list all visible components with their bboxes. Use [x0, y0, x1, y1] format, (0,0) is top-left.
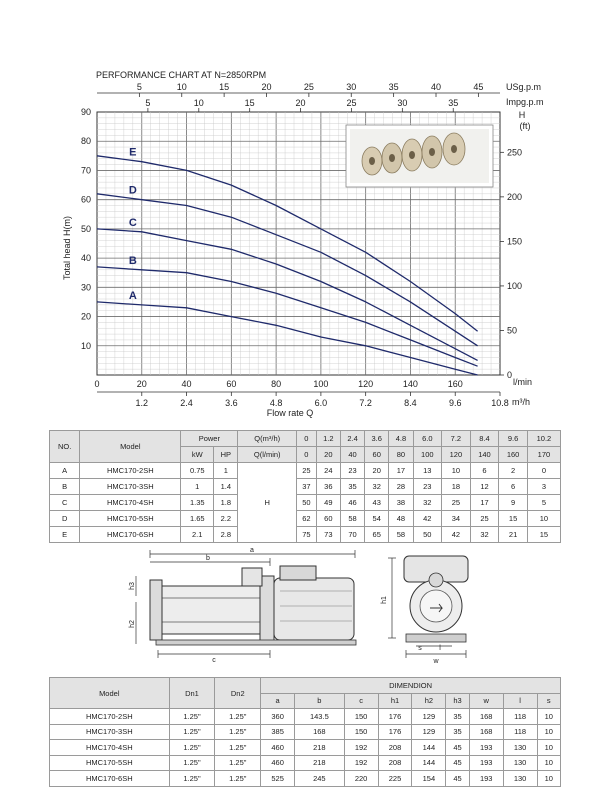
- impeller-disc-3: [402, 139, 422, 171]
- dim-col: a: [261, 693, 295, 709]
- q-lmin-2: 40: [340, 447, 364, 463]
- y-tick-label: 70: [80, 165, 91, 176]
- dim-value: 118: [503, 709, 537, 725]
- m3h-tick-label: 3.6: [225, 398, 238, 408]
- m3h-tick-label: 8.4: [404, 398, 417, 408]
- h-value: 60: [316, 511, 340, 527]
- usg-tick-label: 35: [388, 82, 399, 92]
- q-lmin-3: 60: [365, 447, 389, 463]
- h-value: 43: [365, 495, 389, 511]
- h-value: 48: [389, 511, 413, 527]
- q-lmin-9: 170: [527, 447, 560, 463]
- row-model: HMC170-3SH: [80, 479, 181, 495]
- h-value: 62: [296, 511, 316, 527]
- dim-dn2: 1.25": [215, 740, 261, 756]
- h-value: 32: [470, 527, 499, 543]
- dim-label-c: c: [212, 657, 216, 664]
- impg-tick-label: 20: [295, 98, 306, 108]
- table-row: [50, 511, 561, 527]
- dim-col: l: [503, 693, 537, 709]
- row-hp: 1.8: [214, 495, 238, 511]
- motor-body: [274, 566, 354, 640]
- q-m3h-5: 6.0: [413, 431, 442, 447]
- dim-label-h3: h3: [129, 582, 136, 590]
- x-tick-label: 0: [94, 379, 100, 389]
- h-value: 37: [296, 479, 316, 495]
- dim-value: 192: [344, 755, 378, 771]
- h-value: 20: [365, 463, 389, 479]
- row-hp: 2.2: [214, 511, 238, 527]
- q-m3h-7: 8.4: [470, 431, 499, 447]
- usg-tick-label: 45: [473, 82, 484, 92]
- front-base: [406, 634, 466, 642]
- row-model: HMC170-6SH: [80, 527, 181, 543]
- pump-casing-front: [404, 556, 468, 632]
- dim-model: HMC170-6SH: [50, 771, 170, 787]
- h-value: 13: [413, 463, 442, 479]
- h-value: 23: [413, 479, 442, 495]
- h-value: 54: [365, 511, 389, 527]
- dim-value: 168: [469, 709, 503, 725]
- dim-dn1: 1.25": [169, 755, 215, 771]
- dim-value: 168: [295, 724, 345, 740]
- impg-tick-label: 30: [397, 98, 408, 108]
- table-row: [50, 724, 561, 740]
- col-power: Power: [181, 431, 238, 447]
- performance-table: [49, 430, 561, 543]
- y-tick-label: 90: [80, 107, 91, 117]
- table-row: [50, 771, 561, 787]
- row-hp: 1.4: [214, 479, 238, 495]
- dim-value: 193: [469, 755, 503, 771]
- curve-label-e: E: [129, 146, 137, 159]
- h-value: 46: [340, 495, 364, 511]
- y-axis-left: [81, 107, 91, 351]
- h-value: 42: [442, 527, 471, 543]
- impg-tick-label: 35: [448, 98, 459, 108]
- x-axis-lmin: [94, 379, 462, 389]
- dim-model: HMC170-3SH: [50, 724, 170, 740]
- dim-label-w: w: [433, 658, 439, 665]
- table-row: [50, 527, 561, 543]
- q-m3h-9: 10.2: [527, 431, 560, 447]
- dim-dn1: 1.25": [169, 709, 215, 725]
- h-value: 36: [316, 479, 340, 495]
- q-lmin-4: 80: [389, 447, 413, 463]
- right-axis-unit: (ft): [519, 121, 531, 131]
- base-plate: [156, 640, 356, 645]
- dim-col: s: [537, 693, 560, 709]
- dim-value: 45: [446, 740, 469, 756]
- h-value: 25: [442, 495, 471, 511]
- col-q-lmin: Q(l/min): [238, 447, 297, 463]
- dim-value: 129: [412, 709, 446, 725]
- q-m3h-2: 2.4: [340, 431, 364, 447]
- impg-tick-label: 25: [346, 98, 357, 108]
- dim-col-dimension: DIMENDION: [261, 678, 561, 694]
- m3h-tick-label: 6.0: [314, 398, 328, 408]
- m3h-tick-label: 2.4: [180, 398, 193, 408]
- x-tick-label: 40: [181, 379, 192, 389]
- x-axis-m3h: [97, 392, 509, 408]
- row-model: HMC170-2SH: [80, 463, 181, 479]
- dim-dn1: 1.25": [169, 724, 215, 740]
- h-value: 42: [413, 511, 442, 527]
- impeller-disc-2: [382, 143, 402, 173]
- h-value: 28: [389, 479, 413, 495]
- row-hp: 2.8: [214, 527, 238, 543]
- dim-dn2: 1.25": [215, 771, 261, 787]
- q-lmin-7: 140: [470, 447, 499, 463]
- impeller-disc-5: [443, 133, 465, 165]
- row-kw: 0.75: [181, 463, 214, 479]
- dim-dn2: 1.25": [215, 709, 261, 725]
- curve-label-c: C: [128, 216, 137, 229]
- pump-side-view: [130, 546, 370, 664]
- dim-value: 129: [412, 724, 446, 740]
- dim-col: h3: [446, 693, 469, 709]
- h-value: 65: [365, 527, 389, 543]
- y-tick-label: 60: [80, 194, 91, 205]
- dim-value: 176: [378, 724, 412, 740]
- dim-col-dn1: Dn1: [169, 678, 215, 709]
- col-kw: kW: [181, 447, 214, 463]
- q-lmin-5: 100: [413, 447, 442, 463]
- dim-col-model: Model: [50, 678, 170, 709]
- dim-value: 10: [537, 740, 560, 756]
- h-value: 0: [527, 463, 560, 479]
- y-axis-right: [500, 147, 522, 380]
- q-lmin-1: 20: [316, 447, 340, 463]
- h-label: H: [238, 463, 297, 543]
- q-m3h-8: 9.6: [499, 431, 528, 447]
- table-row: [50, 740, 561, 756]
- curve-label-a: A: [128, 289, 137, 302]
- row-kw: 1.35: [181, 495, 214, 511]
- x-tick-label: 160: [447, 379, 463, 389]
- dim-value: 154: [412, 771, 446, 787]
- dim-value: 218: [295, 740, 345, 756]
- row-kw: 1: [181, 479, 214, 495]
- impg-tick-label: 15: [244, 98, 255, 108]
- dim-value: 10: [537, 771, 560, 787]
- h-value: 25: [296, 463, 316, 479]
- dim-value: 218: [295, 755, 345, 771]
- dim-model: HMC170-2SH: [50, 709, 170, 725]
- h-value: 17: [470, 495, 499, 511]
- h-value: 32: [365, 479, 389, 495]
- usg-tick-label: 25: [303, 82, 314, 92]
- dim-label-h1: h1: [381, 596, 388, 604]
- right-tick-label: 150: [507, 236, 523, 247]
- col-hp: HP: [214, 447, 238, 463]
- dim-dn1: 1.25": [169, 740, 215, 756]
- dim-value: 150: [344, 709, 378, 725]
- x-unit-lmin: l/min: [513, 377, 533, 387]
- x-tick-label: 60: [226, 379, 237, 389]
- curve-label-b: B: [128, 254, 137, 267]
- h-value: 35: [340, 479, 364, 495]
- row-no: C: [50, 495, 80, 511]
- usg-tick-label: 5: [136, 82, 142, 92]
- q-m3h-6: 7.2: [442, 431, 471, 447]
- m3h-tick-label: 1.2: [135, 398, 149, 408]
- dim-value: 208: [378, 755, 412, 771]
- pump-body: [150, 568, 274, 642]
- h-value: 32: [413, 495, 442, 511]
- row-model: HMC170-4SH: [80, 495, 181, 511]
- dim-col: h1: [378, 693, 412, 709]
- dim-value: 385: [261, 724, 295, 740]
- usg-tick-label: 10: [176, 82, 187, 92]
- h-value: 21: [499, 527, 528, 543]
- dim-col: w: [469, 693, 503, 709]
- m3h-tick-label: 7.2: [359, 398, 372, 408]
- h-value: 2: [499, 463, 528, 479]
- col-model: Model: [80, 431, 181, 463]
- h-value: 18: [442, 479, 471, 495]
- m3h-tick-label: 4.8: [269, 398, 283, 408]
- right-tick-label: 250: [507, 147, 523, 158]
- dimension-table: [49, 677, 561, 787]
- y-tick-label: 20: [80, 311, 91, 322]
- usg-tick-label: 40: [430, 82, 442, 92]
- q-m3h-3: 3.6: [365, 431, 389, 447]
- chart-title: PERFORMANCE CHART AT N=2850RPM: [96, 70, 267, 80]
- dim-col: b: [295, 693, 345, 709]
- impg-tick-label: 5: [145, 98, 151, 108]
- q-m3h-0: 0: [296, 431, 316, 447]
- dim-value: 360: [261, 709, 295, 725]
- row-kw: 2.1: [181, 527, 214, 543]
- usg-unit: USg.p.m: [506, 82, 542, 92]
- h-value: 10: [442, 463, 471, 479]
- h-value: 15: [527, 527, 560, 543]
- dim-dn1: 1.25": [169, 771, 215, 787]
- dim-value: 150: [344, 724, 378, 740]
- table-row: [50, 495, 561, 511]
- h-value: 25: [470, 511, 499, 527]
- right-tick-label: 50: [507, 325, 518, 336]
- h-value: 24: [316, 463, 340, 479]
- h-value: 9: [499, 495, 528, 511]
- m3h-tick-label: 10.8: [491, 398, 509, 408]
- h-value: 17: [389, 463, 413, 479]
- dim-value: 130: [503, 771, 537, 787]
- q-m3h-4: 4.8: [389, 431, 413, 447]
- dim-value: 245: [295, 771, 345, 787]
- dim-value: 10: [537, 709, 560, 725]
- dim-label-b: b: [206, 555, 210, 562]
- x-unit-m3h: m³/h: [512, 397, 530, 407]
- curve-label-d: D: [128, 184, 137, 197]
- y-tick-label: 50: [80, 223, 91, 234]
- h-value: 15: [499, 511, 528, 527]
- dim-label-s: s: [418, 645, 422, 652]
- impg-axis: [145, 98, 458, 112]
- dim-value: 208: [378, 740, 412, 756]
- h-value: 10: [527, 511, 560, 527]
- h-value: 50: [296, 495, 316, 511]
- dim-dn2: 1.25": [215, 755, 261, 771]
- h-value: 58: [340, 511, 364, 527]
- dim-label-h2: h2: [129, 620, 136, 628]
- right-tick-label: 200: [507, 191, 523, 202]
- y-axis-label: Total head H(m): [62, 215, 72, 281]
- row-no: D: [50, 511, 80, 527]
- dim-value: 10: [537, 724, 560, 740]
- dim-col-dn2: Dn2: [215, 678, 261, 709]
- impg-unit: Impg.p.m: [506, 97, 544, 107]
- h-value: 49: [316, 495, 340, 511]
- usg-tick-label: 15: [219, 82, 230, 92]
- row-model: HMC170-5SH: [80, 511, 181, 527]
- x-tick-label: 120: [358, 379, 374, 389]
- dim-value: 144: [412, 740, 446, 756]
- y-tick-label: 80: [80, 136, 91, 147]
- dim-col: h2: [412, 693, 446, 709]
- usg-tick-label: 30: [346, 82, 357, 92]
- impg-tick-label: 10: [193, 98, 204, 108]
- usg-axis: [97, 82, 500, 97]
- row-no: E: [50, 527, 80, 543]
- col-no: NO.: [50, 431, 80, 463]
- dim-col: c: [344, 693, 378, 709]
- row-kw: 1.65: [181, 511, 214, 527]
- h-value: 6: [499, 479, 528, 495]
- q-lmin-0: 0: [296, 447, 316, 463]
- dim-label-l: l: [439, 645, 441, 652]
- table-row: [50, 463, 561, 479]
- dim-value: 45: [446, 771, 469, 787]
- right-tick-label: 100: [507, 280, 523, 291]
- row-no: B: [50, 479, 80, 495]
- dim-value: 35: [446, 709, 469, 725]
- h-value: 50: [413, 527, 442, 543]
- dim-value: 192: [344, 740, 378, 756]
- table-row: [50, 709, 561, 725]
- y-tick-label: 40: [80, 253, 91, 264]
- dim-value: 220: [344, 771, 378, 787]
- h-value: 6: [470, 463, 499, 479]
- m3h-tick-label: 9.6: [448, 398, 462, 408]
- table-row: [50, 755, 561, 771]
- usg-tick-label: 20: [261, 82, 272, 92]
- x-tick-label: 140: [402, 379, 418, 389]
- x-tick-label: 100: [313, 379, 329, 389]
- dim-value: 460: [261, 755, 295, 771]
- dim-value: 168: [469, 724, 503, 740]
- h-value: 58: [389, 527, 413, 543]
- dim-model: HMC170-4SH: [50, 740, 170, 756]
- pump-front-view: [380, 550, 480, 666]
- dim-value: 176: [378, 709, 412, 725]
- row-no: A: [50, 463, 80, 479]
- row-hp: 1: [214, 463, 238, 479]
- table-row: [50, 479, 561, 495]
- dim-value: 460: [261, 740, 295, 756]
- dim-value: 525: [261, 771, 295, 787]
- dim-value: 143.5: [295, 709, 345, 725]
- h-value: 38: [389, 495, 413, 511]
- dim-label-a: a: [250, 547, 254, 554]
- dim-value: 10: [537, 755, 560, 771]
- dim-value: 130: [503, 755, 537, 771]
- y-tick-label: 30: [80, 282, 91, 293]
- dim-value: 193: [469, 740, 503, 756]
- q-lmin-6: 120: [442, 447, 471, 463]
- right-axis-label: H: [518, 110, 526, 120]
- h-value: 12: [470, 479, 499, 495]
- dim-value: 144: [412, 755, 446, 771]
- dim-value: 193: [469, 771, 503, 787]
- impeller-photo: [346, 125, 493, 187]
- x-tick-label: 80: [271, 379, 282, 389]
- dim-dn2: 1.25": [215, 724, 261, 740]
- h-value: 70: [340, 527, 364, 543]
- h-value: 3: [527, 479, 560, 495]
- h-value: 73: [316, 527, 340, 543]
- dim-value: 225: [378, 771, 412, 787]
- q-m3h-1: 1.2: [316, 431, 340, 447]
- q-lmin-8: 160: [499, 447, 528, 463]
- dim-model: HMC170-5SH: [50, 755, 170, 771]
- h-value: 5: [527, 495, 560, 511]
- impeller-disc-4: [422, 136, 442, 168]
- dim-value: 35: [446, 724, 469, 740]
- dim-value: 130: [503, 740, 537, 756]
- h-value: 75: [296, 527, 316, 543]
- x-tick-label: 20: [136, 379, 147, 389]
- h-value: 23: [340, 463, 364, 479]
- right-tick-label: 0: [507, 370, 513, 380]
- y-tick-label: 10: [80, 340, 91, 351]
- h-value: 34: [442, 511, 471, 527]
- col-q-m3h: Q(m³/h): [238, 431, 297, 447]
- dim-value: 45: [446, 755, 469, 771]
- impeller-disc-1: [362, 147, 382, 175]
- dim-value: 118: [503, 724, 537, 740]
- x-axis-label: Flow rate Q: [266, 408, 314, 418]
